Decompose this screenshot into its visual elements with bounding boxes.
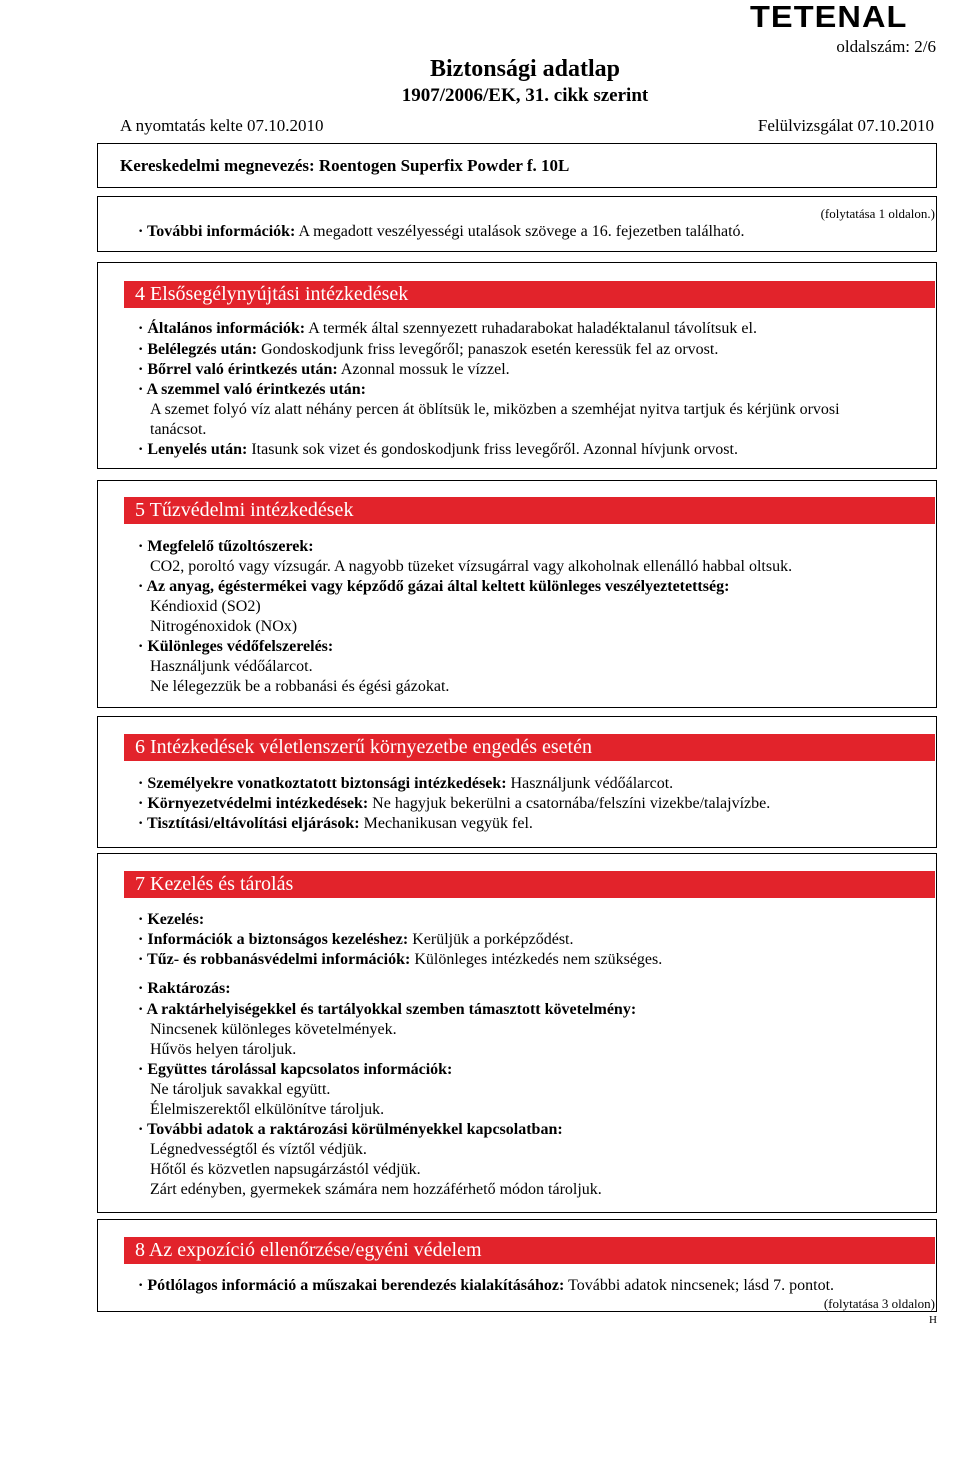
print-date: A nyomtatás kelte 07.10.2010: [120, 116, 324, 135]
fire-protection-line: · Tűz- és robbanásvédelmi információk: Különleges intézkedés nem szükséges.: [138, 951, 663, 968]
section-6-line: · Személyekre vonatkoztatott biztonsági intézkedések: Használjunk védőálarcot.: [138, 775, 674, 792]
review-date: Felülvizsgálat 07.10.2010: [757, 116, 934, 135]
section-8-box: [97, 1219, 937, 1312]
page-number: oldalszám: 2/6: [836, 37, 936, 56]
section-6-line: · Tisztítási/eltávolítási eljárások: Mechanikusan vegyük fel.: [138, 815, 533, 832]
extinguishing-label: · Megfelelő tűzoltószerek:: [138, 538, 314, 555]
continued-on-note: (folytatása 3 oldalon): [823, 1296, 935, 1311]
section-4-header: 4 Elsősegélynyújtási intézkedések: [124, 281, 935, 308]
special-hazard-text: Nitrogénoxidok (NOx): [150, 618, 298, 635]
section-5-header: 5 Tűzvédelmi intézkedések: [124, 497, 935, 524]
storage-requirements-label: · A raktárhelyiségekkel és tartályokkal szemben támasztott követelmény:: [138, 1001, 637, 1018]
protective-equipment-text: Használjunk védőálarcot.: [150, 658, 313, 675]
section-8-header: 8 Az expozíció ellenőrzése/egyéni védelem: [124, 1237, 935, 1264]
joint-storage-text: Élelmiszerektől elkülönítve tároljuk.: [150, 1101, 385, 1118]
trade-name: Kereskedelmi megnevezés: Roentogen Superfix Powder f. 10L: [120, 156, 570, 175]
storage-label: · Raktározás:: [138, 980, 231, 997]
protective-equipment-label: · Különleges védőfelszerelés:: [138, 638, 334, 655]
joint-storage-text: Ne tároljuk savakkal együtt.: [150, 1081, 331, 1098]
joint-storage-label: · Együttes tárolással kapcsolatos információk:: [138, 1061, 453, 1078]
footer-mark: H: [929, 1314, 937, 1326]
prev-section-line: · További információk: A megadott veszélyességi utalások szövege a 16. fejezetben található.: [138, 223, 745, 240]
storage-conditions-text: Légnedvességtől és víztől védjük.: [150, 1141, 367, 1158]
tetenal-logo: TETENAL: [750, 0, 908, 34]
eye-contact-text: A szemet folyó víz alatt néhány percen át öblítsük le, miközben a szemhéjat nyitva tartjuk és kérjünk orvosi: [150, 401, 840, 418]
section-4-line: · Általános információk: A termék által szennyezett ruhadarabokat haladéktalanul távolítsuk el.: [138, 320, 757, 337]
special-hazard-label: · Az anyag, égéstermékei vagy képződő gázai által keltett különleges veszélyeztetettség:: [138, 578, 730, 595]
section-6-line: · Környezetvédelmi intézkedések: Ne hagyjuk bekerülni a csatornába/felszíni vizekbe/talajvízbe.: [138, 795, 771, 812]
section-7-header: 7 Kezelés és tárolás: [124, 871, 935, 898]
protective-equipment-text: Ne lélegezzük be a robbanási és égési gázokat.: [150, 678, 450, 695]
storage-conditions-label: · További adatok a raktározási körülményekkel kapcsolatban:: [138, 1121, 563, 1138]
storage-requirements-text: Hűvös helyen tároljuk.: [150, 1041, 297, 1058]
continued-from-note: (folytatása 1 oldalon.): [820, 206, 935, 221]
safe-handling-line: · Információk a biztonságos kezeléshez: Kerüljük a porképződést.: [138, 931, 574, 948]
storage-conditions-text: Zárt edényben, gyermekek számára nem hozzáférhető módon tároljuk.: [150, 1181, 602, 1198]
eye-contact-text-cont: tanácsot.: [150, 421, 207, 438]
section-4-line: · A szemmel való érintkezés után:: [138, 381, 366, 398]
swallow-line: · Lenyelés után: Itasunk sok vizet és gondoskodjunk friss levegőről. Azonnal hívjunk orvost.: [138, 441, 738, 458]
section-4-line: · Belélegzés után: Gondoskodjunk friss levegőről; panaszok esetén keressük fel az orvost.: [138, 341, 719, 358]
section-4-line: · Bőrrel való érintkezés után: Azonnal mossuk le vízzel.: [138, 361, 510, 378]
document-subtitle: 1907/2006/EK, 31. cikk szerint: [401, 85, 649, 106]
storage-requirements-text: Nincsenek különleges követelmények.: [150, 1021, 397, 1038]
section-6-header: 6 Intézkedések véletlenszerű környezetbe engedés esetén: [124, 734, 935, 761]
extinguishing-text: CO2, poroltó vagy vízsugár. A nagyobb tüzeket vízsugárral vagy alkoholnak ellenálló habbal oltsuk.: [150, 558, 793, 575]
storage-conditions-text: Hőtől és közvetlen napsugárzástól védjük.: [150, 1161, 421, 1178]
special-hazard-text: Kéndioxid (SO2): [150, 598, 261, 615]
section-8-line: · Pótlólagos információ a műszakai berendezés kialakításához: További adatok nincsenek; lásd 7. pontot.: [138, 1277, 835, 1294]
document-title: Biztonsági adatlap: [429, 56, 621, 82]
handling-label: · Kezelés:: [138, 911, 205, 928]
